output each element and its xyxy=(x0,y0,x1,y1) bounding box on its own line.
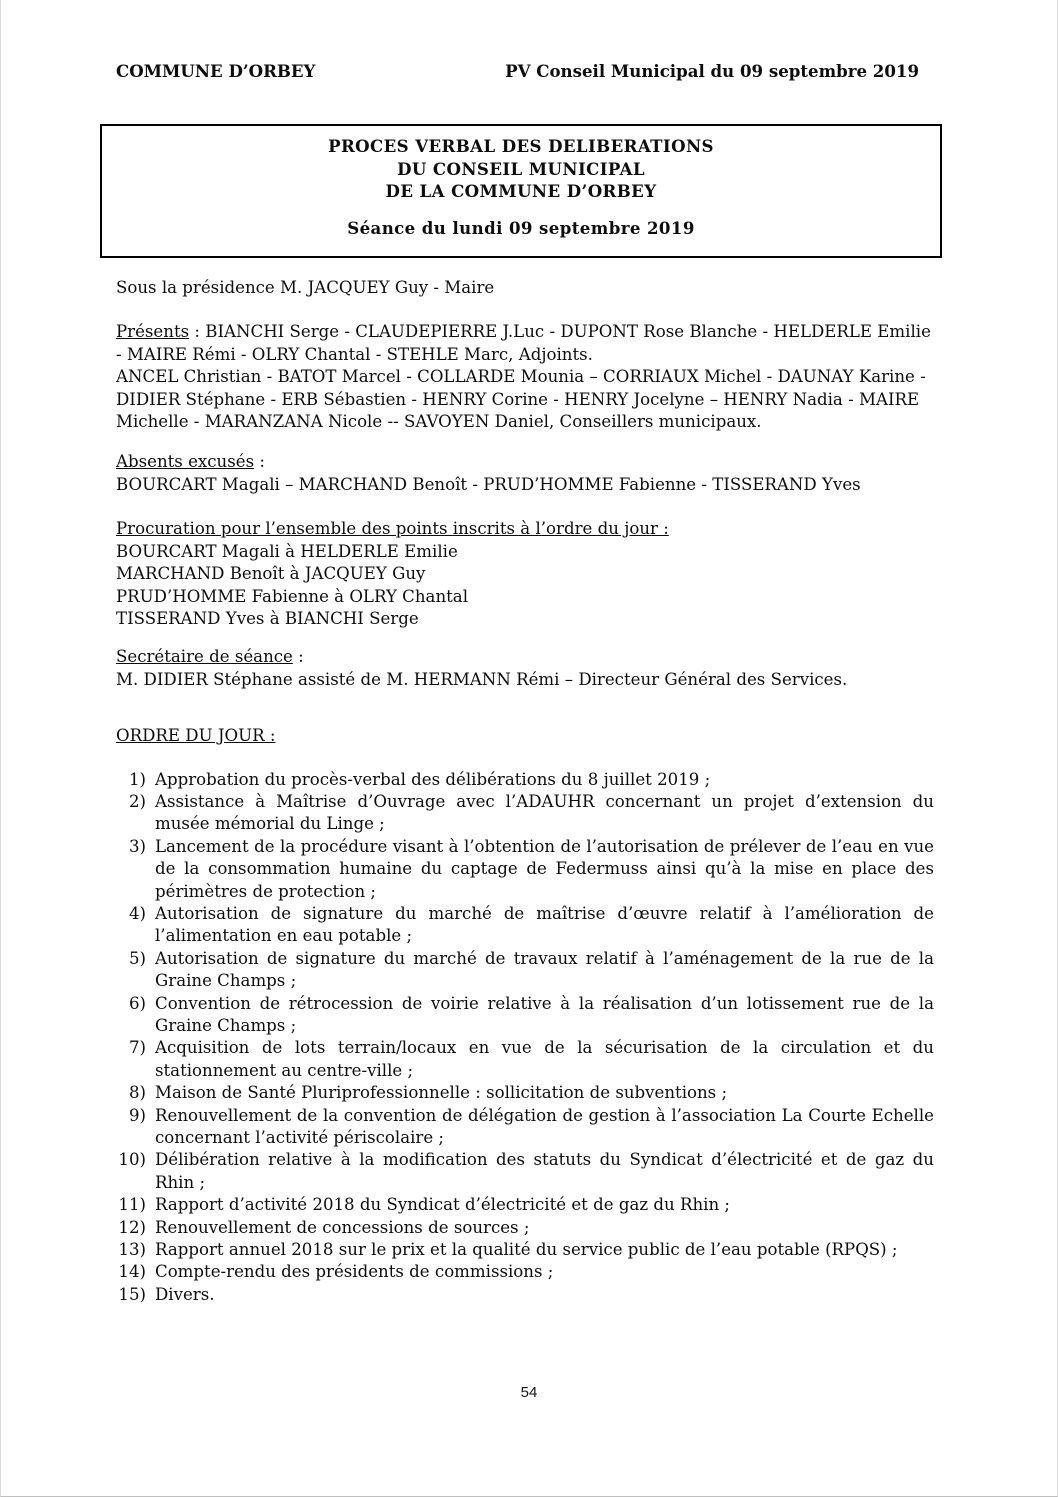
procuration-label: Procuration pour l’ensemble des points inscrits à l’ordre du jour : xyxy=(116,519,669,539)
agenda-item-5 xyxy=(116,948,934,993)
presents-adjoints: BIANCHI Serge - CLAUDEPIERRE J.Luc - DUPONT Rose Blanche - HELDERLE Emilie - MAIRE Rémi - OLRY Chantal - STEHLE Marc, Adjoints. xyxy=(116,322,931,364)
agenda-item-14 xyxy=(116,1261,934,1283)
ordre-du-jour-heading xyxy=(116,725,934,747)
agenda-num-5: 5) xyxy=(128,948,146,968)
presents-paragraph xyxy=(116,321,934,433)
agenda-item-1 xyxy=(116,769,934,791)
title-box xyxy=(100,124,942,258)
agenda-text-10: Délibération relative à la modification des statuts du Syndicat d’électricité et de gaz du Rhin ; xyxy=(155,1150,934,1192)
agenda-text-2: Assistance à Maîtrise d’Ouvrage avec l’ADAUHR concernant un projet d’extension du musée mémorial du Linge ; xyxy=(155,791,934,834)
agenda-text-14: Compte-rendu des présidents de commissions ; xyxy=(155,1262,554,1282)
agenda-num-9: 9) xyxy=(128,1105,146,1125)
header-commune: COMMUNE D’ORBEY xyxy=(116,61,316,81)
procuration-line-1: BOURCART Magali à HELDERLE Emilie xyxy=(116,541,458,561)
title-line-2: DU CONSEIL MUNICIPAL xyxy=(397,158,645,179)
agenda-num-4: 4) xyxy=(128,903,146,923)
agenda-num-11: 11) xyxy=(118,1195,146,1215)
procuration-line-4: TISSERAND Yves à BIANCHI Serge xyxy=(116,608,419,628)
presents-conseillers: ANCEL Christian - BATOT Marcel - COLLARDE Mounia – CORRIAUX Michel - DAUNAY Karine - DIDIER Stéphane - ERB Sébastien - HENRY Corine - HENRY Jocelyne – HENRY Nadia - MAIRE Michelle - MARANZANA Nicole -- SAVOYEN Daniel, Conseillers municipaux. xyxy=(116,367,926,432)
agenda-text-15: Divers. xyxy=(155,1284,215,1304)
procuration-line-3: PRUD’HOMME Fabienne à OLRY Chantal xyxy=(116,586,469,606)
procuration-line-2: MARCHAND Benoît à JACQUEY Guy xyxy=(116,564,426,584)
presents-label: Présents xyxy=(116,322,190,342)
agenda-text-12: Renouvellement de concessions de sources ; xyxy=(155,1217,530,1237)
agenda-item-9 xyxy=(116,1105,934,1150)
agenda-text-1: Approbation du procès-verbal des délibérations du 8 juillet 2019 ; xyxy=(155,769,711,789)
agenda-num-14: 14) xyxy=(118,1262,146,1282)
agenda-num-2: 2) xyxy=(128,791,146,811)
header-pv-title: PV Conseil Municipal du 09 septembre 2019 xyxy=(505,61,919,81)
agenda-item-12 xyxy=(116,1217,934,1239)
agenda-text-7: Acquisition de lots terrain/locaux en vue de la sécurisation de la circulation et du stationnement au centre-ville ; xyxy=(155,1038,934,1080)
agenda-item-7 xyxy=(116,1037,934,1082)
agenda-text-4: Autorisation de signature du marché de maîtrise d’œuvre relatif à l’amélioration de l’alimentation en eau potable ; xyxy=(155,903,934,946)
agenda-num-6: 6) xyxy=(128,993,146,1013)
absents-paragraph xyxy=(116,451,934,496)
title-line-1: PROCES VERBAL DES DELIBERATIONS xyxy=(328,136,714,157)
title-line-3: DE LA COMMUNE D’ORBEY xyxy=(385,181,657,202)
agenda-num-1: 1) xyxy=(128,769,146,789)
agenda-num-15: 15) xyxy=(118,1284,146,1304)
secretaire-paragraph xyxy=(116,646,934,691)
agenda-text-8: Maison de Santé Pluriprofessionnelle : sollicitation de subventions ; xyxy=(155,1083,728,1103)
secretaire-text: M. DIDIER Stéphane assisté de M. HERMANN Rémi – Directeur Général des Services. xyxy=(116,669,848,689)
agenda-num-8: 8) xyxy=(128,1083,146,1103)
agenda-num-12: 12) xyxy=(118,1217,146,1237)
procuration-paragraph xyxy=(116,518,934,630)
agenda-num-10: 10) xyxy=(118,1150,146,1170)
secretaire-label: Secrétaire de séance xyxy=(116,647,293,667)
agenda-text-5: Autorisation de signature du marché de travaux relatif à l’aménagement de la rue de la Graine Champs ; xyxy=(155,948,934,991)
agenda-item-2 xyxy=(116,791,934,836)
agenda-text-6: Convention de rétrocession de voirie relative à la réalisation d’un lotissement rue de la Graine Champs ; xyxy=(155,993,934,1035)
agenda-item-15 xyxy=(116,1284,934,1306)
agenda-text-11: Rapport d’activité 2018 du Syndicat d’électricité et de gaz du Rhin ; xyxy=(155,1195,731,1215)
session-date: Séance du lundi 09 septembre 2019 xyxy=(347,217,695,238)
absents-label: Absents excusés xyxy=(116,452,255,472)
absents-names: BOURCART Magali – MARCHAND Benoît - PRUD’HOMME Fabienne - TISSERAND Yves xyxy=(116,474,861,494)
agenda-num-13: 13) xyxy=(118,1240,146,1260)
agenda-text-3: Lancement de la procédure visant à l’obtention de l’autorisation de prélever de l’eau en vue de la consommation humaine du captage de Federmuss ainsi qu’à la mise en place des périmètres de protection ; xyxy=(155,836,934,901)
agenda-item-4 xyxy=(116,903,934,948)
page-number: 54 xyxy=(520,1384,538,1401)
agenda-item-13 xyxy=(116,1239,934,1261)
document-body xyxy=(116,277,934,1306)
agenda-list xyxy=(116,769,934,1307)
presidence-line: Sous la présidence M. JACQUEY Guy - Maire xyxy=(116,278,495,298)
agenda-item-11 xyxy=(116,1194,934,1216)
agenda-item-6 xyxy=(116,993,934,1038)
absents-colon: : xyxy=(254,452,265,472)
secretaire-colon: : xyxy=(292,647,304,667)
agenda-item-10 xyxy=(116,1149,934,1194)
agenda-num-3: 3) xyxy=(128,836,146,856)
agenda-num-7: 7) xyxy=(128,1038,146,1058)
agenda-text-13: Rapport annuel 2018 sur le prix et la qualité du service public de l’eau potable (RPQS) ; xyxy=(155,1240,898,1260)
page-header xyxy=(116,60,919,82)
agenda-item-3 xyxy=(116,836,934,903)
ordre-du-jour-label: ORDRE DU JOUR : xyxy=(116,726,276,746)
agenda-item-8 xyxy=(116,1082,934,1104)
presents-colon: : xyxy=(189,322,206,342)
agenda-text-9: Renouvellement de la convention de délégation de gestion à l’association La Courte Echelle concernant l’activité périscolaire ; xyxy=(155,1105,934,1148)
